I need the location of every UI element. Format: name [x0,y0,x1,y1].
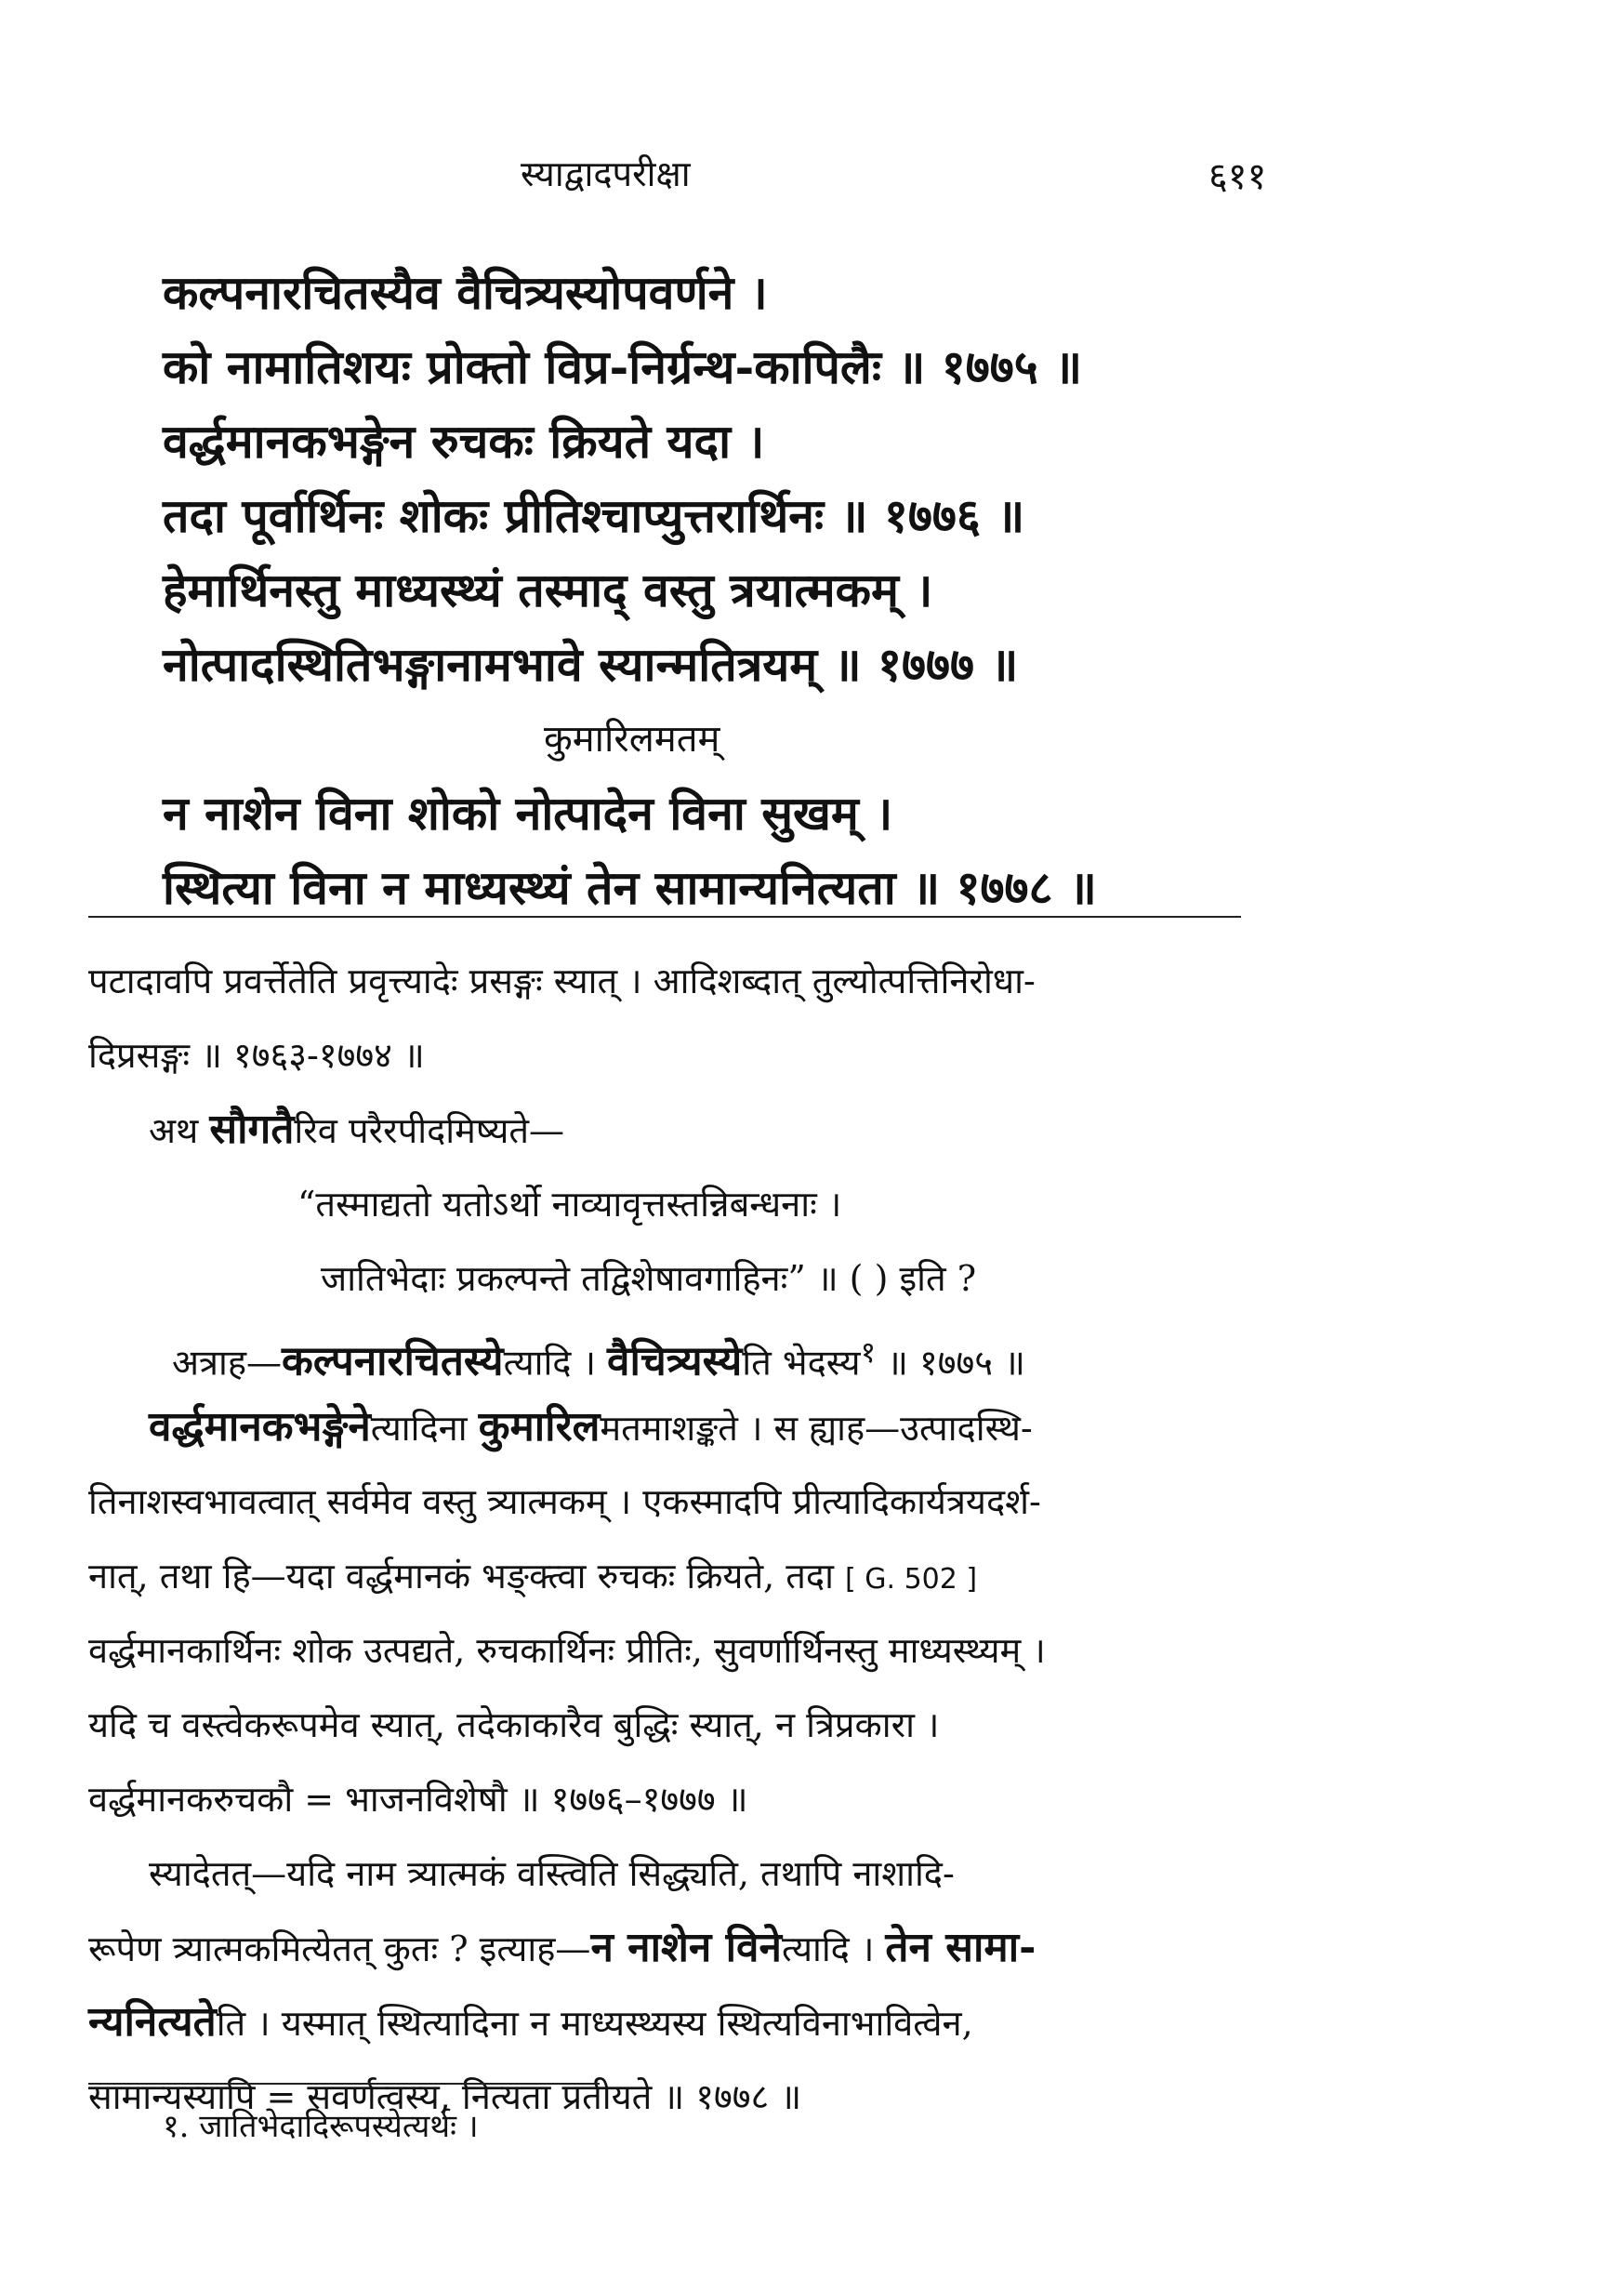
text-span: त्यादि । [781,1928,886,1969]
commentary [88,944,1246,2134]
text-span: रिव परैरपीदमिष्यते— [294,1110,565,1151]
text-span: ॥ १७७५ ॥ [876,1342,1025,1384]
keyword: तेन सामा- [885,1924,1036,1971]
verse-line: वर्द्धमानकभङ्गेन रुचकः क्रियते यदा । [163,414,765,469]
running-header: स्याद्वादपरीक्षा [521,153,691,194]
commentary-line [88,1911,1246,1985]
text-span: त्यादि । [503,1342,608,1384]
commentary-line: पटादावपि प्रवर्त्तेतेति प्रवृत्त्यादेः प्रसङ्गः स्यात् । आदिशब्दात् तुल्योत्पत्तिनिरोधा- [88,961,1036,1001]
verse-line: नोत्पादस्थितिभङ्गानामभावे स्यान्मतित्रयम् ॥ १७७७ ॥ [163,637,1019,692]
keyword: न नाशेन विने [590,1924,782,1971]
commentary-line: सामान्यस्यापि = सवर्णत्वस्य, नित्यता प्रतीयते ॥ १७७८ ॥ [88,2076,802,2117]
text-span: मतमाशङ्कते । स ह्याह—उत्पादस्थि- [600,1408,1033,1449]
quote-line: जातिभेदाः प्रकल्पन्ते तद्विशेषावगाहिनः” ॥ ( ) इति ? [321,1258,977,1299]
commentary-line: स्यादेतत्—यदि नाम त्र्यात्मकं वस्त्विति सिद्ध्यति, तथापि नाशादि- [149,1853,955,1894]
verse-line: को नामातिशयः प्रोक्तो विप्र-निर्ग्रन्थ-कापिलैः ॥ १७७५ ॥ [163,339,1083,394]
section-heading: कुमारिलमतम् [544,718,720,761]
text-span: नात्, तथा हि—यदा वर्द्धमानकं भङ्क्त्वा रुचकः क्रियते, तदा [88,1556,846,1596]
verse-line: न नाशेन विना शोको नोत्पादेन विना सुखम् । [163,786,893,841]
footnote-rule [88,2083,600,2085]
commentary-line: दिप्रसङ्गः ॥ १७६३-१७७४ ॥ [88,1035,425,1076]
keyword: कल्पनारचितस्ये [282,1337,504,1385]
commentary-line: वर्द्धमानकार्थिनः शोक उत्पद्यते, रुचकार्थिनः प्रीतिः, सुवर्णार्थिनस्तु माध्यस्थ्यम् । [88,1630,1046,1671]
verse-block [163,256,1260,925]
separator-rule [88,916,1241,918]
commentary-line: यदि च वस्त्वेकरूपमेव स्यात्, तदेकाकारैव बुद्धिः स्यात्, न त्रिप्रकारा । [88,1704,940,1745]
edition-page-ref: [ G. 502 ] [845,1563,978,1596]
keyword: वर्द्धमानकभङ्गेने [149,1403,371,1451]
text-span: त्यादिना [370,1408,479,1449]
verse-line: स्थित्या विना न माध्यस्थ्यं तेन सामान्यनित्यता ॥ १७७८ ॥ [163,860,1097,915]
keyword: वैचित्र्यस्ये [607,1337,743,1385]
text-span: रूपेण त्र्यात्मकमित्येतत् कुतः ? इत्याह— [88,1928,591,1969]
commentary-line: वर्द्धमानकरुचकौ = भाजनविशेषौ ॥ १७७६–१७७७ ॥ [88,1779,748,1820]
keyword: कुमारिल [478,1403,601,1451]
commentary-line [88,1985,1246,2060]
commentary-line [88,1316,1246,1390]
text-span: ति । यस्मात् स्थित्यादिना न माध्यस्थ्यस्य स्थित्यविनाभावित्वेन, [216,2003,973,2044]
commentary-line [88,1539,1246,1613]
commentary-line [88,1093,1246,1167]
commentary-line [88,1390,1246,1464]
keyword: सौगतै [209,1106,295,1153]
text-span: अथ [149,1110,210,1151]
footnote: १. जातिभेदादिरूपस्येत्यर्थः । [163,2108,479,2145]
text-span: अत्राह— [172,1342,283,1384]
verse-line: तदा पूर्वार्थिनः शोकः प्रीतिश्चाप्युत्तरार्थिनः ॥ १७७६ ॥ [163,488,1025,543]
keyword: न्यनित्यते [88,1998,217,2046]
page-number: ६११ [1208,155,1267,198]
commentary-line: तिनाशस्वभावत्वात् सर्वमेव वस्तु त्र्यात्मकम् । एकस्मादपि प्रीत्यादिकार्यत्रयदर्श- [88,1481,1041,1522]
footnote-marker: १ [860,1336,877,1370]
text-span: ति भेदस्य [742,1342,861,1384]
verse-line: हेमार्थिनस्तु माध्यस्थ्यं तस्माद् वस्तु त्रयात्मकम् । [163,563,933,617]
quote-line: “तस्माद्यतो यतोऽर्थो नाव्यावृत्तस्तन्निबन्धनाः । [297,1184,842,1225]
verse-line: कल्पनारचितस्यैव वैचित्र्यस्योपवर्णने । [163,265,768,320]
